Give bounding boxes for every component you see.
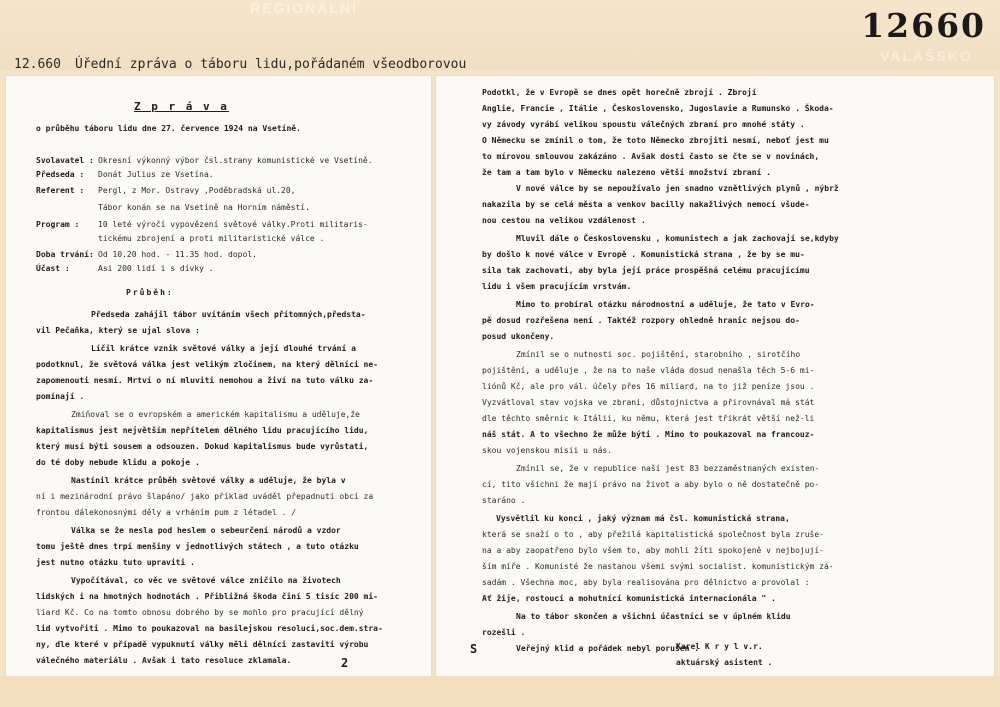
field-label-svolavatel: Svolavatel :: [36, 156, 94, 165]
archive-id: 12.660: [14, 57, 61, 72]
page-marker: S: [470, 642, 478, 656]
body-line: Zmínil se o nutnosti soc. pojištění, starobního , sirotčího: [516, 350, 801, 359]
body-line: posud ukončeny.: [482, 332, 555, 341]
body-line: liard Kč. Co na tomto obnosu dobrého by se mohlo pro pracující dělný: [36, 608, 364, 617]
watermark-regional: REGIONÁLNÍ: [250, 0, 358, 16]
body-line: která se snaží o to , aby přežilá kapitalistická společnost byla zruše-: [482, 530, 824, 539]
body-line: náš stát. A to všechno že může býti . Mimo to poukazoval na francouz-: [482, 430, 815, 439]
body-line: V nové válce by se nepoužívalo jen snadno vznětlivých plynů , nýbrž: [516, 184, 839, 193]
body-line: sila tak zachovati, aby byla její práce prospěšná celému pracujícímu: [482, 266, 810, 275]
body-line: válečného materiálu . Avšak i tato resoluce zklamala.: [36, 656, 292, 665]
body-line: ším míře . Komunisté že nastanou všemi svými socialist. komunistickým zá-: [482, 562, 834, 571]
field-label-ucast: Účast :: [36, 264, 70, 273]
body-line: Nastínil krátce průběh světové války a uděluje, že byla v: [71, 476, 346, 485]
field-label-referent: Referent :: [36, 186, 85, 195]
document-page-right: [436, 76, 994, 676]
body-line: rozešli .: [482, 628, 526, 637]
caption-line-1: Úřední zpráva o táboru lidu,pořádaném všeodborovou: [74, 57, 467, 72]
document-title: Z p r á v a: [134, 100, 229, 113]
body-line: by došlo k nové válce v Evropě . Komunistická strana , že by se mu-: [482, 250, 805, 259]
field-label-doba: Doba trvání:: [36, 250, 94, 259]
body-line: vy závody vyrábí velikou spoustu válečných zbraní pro mnohé státy .: [482, 120, 805, 129]
body-line: cí, tito všichni že mají právo na život a aby bylo o ně dostatečně po-: [482, 480, 820, 489]
field-value-ucast: Asi 200 lidí i s dívky .: [98, 264, 214, 273]
body-line: lidu i všem pracujícím vrstvám.: [482, 282, 632, 291]
body-line: Mimo to probíral otázku národnostní a uděluje, že tato v Evro-: [516, 300, 815, 309]
section-heading: Průběh:: [126, 288, 174, 297]
body-line: Na to tábor skončen a všichni účastníci se v úplném klidu: [516, 612, 791, 621]
body-line: staráno .: [482, 496, 526, 505]
body-line: ní i mezinárodní právo šlapáno/ jako příklad uváděl přepadnutí obcí za: [36, 492, 374, 501]
body-line: lidských i na hmotných hodnotách . Přibližná škoda činí 5 tisíc 200 mi-: [36, 592, 378, 601]
body-line: Podotkl, že v Evropě se dnes opět horečně zbrojí . Zbrojí: [482, 88, 757, 97]
body-line: kapitalismus jest největším nepřítelem dělného lidu pracujícího lidu,: [36, 426, 369, 435]
body-line: Líčil krátce vznik světové války a její dlouhé trvání a: [91, 344, 356, 353]
field-value-svolavatel: Okresní výkonný výbor čsl.strany komunistické ve Vsetíně.: [98, 156, 373, 165]
body-line: nakazila by se celá města a venkov bacilly nakažlivých nemocí všude-: [482, 200, 810, 209]
archive-number-stamp: 12660: [861, 6, 986, 45]
body-line: Vypočítával, co věc ve světové válce zničilo na životech: [71, 576, 341, 585]
field-value-doba: Od 10.20 hod. - 11.35 hod. dopol.: [98, 250, 257, 259]
body-line: podotknul, že světová válka jest velikým zločinem, na který dělníci ne-: [36, 360, 378, 369]
signature-name: Karel K r y l v.r.: [676, 642, 763, 651]
document-page-left: [6, 76, 431, 676]
body-line: Zmiňoval se o evropském a americkém kapitalismu a uděluje,že: [71, 410, 360, 419]
body-line: nou cestou na velikou vzdálenost .: [482, 216, 646, 225]
body-line: tomu ještě dnes trpí menšiny v jednotlivých státech , a tuto otázku: [36, 542, 359, 551]
signature-title: aktuárský asistent .: [676, 658, 773, 667]
body-line: dle těchto směrnic k Itálii, ku němu, která jest třikrát větší než-li: [482, 414, 815, 423]
body-line: pomínají .: [36, 392, 85, 401]
body-line: Předseda zahájil tábor uvítáním všech přítomných,předsta-: [91, 310, 366, 319]
bottom-band: [0, 676, 1000, 707]
body-line: Válka se že nesla pod heslem o sebeurčení národů a vzdor: [71, 526, 341, 535]
body-line: ny, dle které v případě vypuknutí války měli dělníci zastaviti výrobu: [36, 640, 369, 649]
body-line: pě dosud rozřešena není . Taktéž rozpory ohledně hranic nejsou do-: [482, 316, 800, 325]
field-value-misto: Tábor konán se na Vsetíně na Horním náměstí.: [98, 203, 310, 212]
body-line: na a aby zaopatřeno bylo všem to, aby mohli žíti spokojeně v nejbojují-: [482, 546, 824, 555]
body-line: Anglie, Francie , Itálie , Československo, Jugoslavie a Rumunsko . Škoda-: [482, 104, 834, 113]
body-line: to mírovou smlouvou zakázáno . Avšak dosti často se čte se v novinách,: [482, 152, 820, 161]
body-line: Vysvětlil ku konci , jaký význam má čsl. komunistická strana,: [496, 514, 790, 523]
field-label-program: Program :: [36, 220, 80, 229]
body-line: že tam a tam bylo v Německu nalezeno větší množství zbraní .: [482, 168, 771, 177]
watermark-valassko: VALAŠSKO: [880, 48, 973, 64]
field-value-program: 10 leté výročí vypovězení světové války.Proti militaris-: [98, 220, 368, 229]
body-line: liónů Kč, ale pro vál. účely přes 16 miliard, na to již peníze jsou .: [482, 382, 815, 391]
field-label-predseda: Předseda :: [36, 170, 85, 179]
body-line: frontou dálekonosnými děly a vrháním pum z létadel . /: [36, 508, 297, 517]
body-line: lid vytvořiti . Mimo to poukazoval na basilejskou resoluci,soc.dem.stra-: [36, 624, 383, 633]
field-value-predseda: Donát Julius ze Vsetína.: [98, 170, 214, 179]
field-value-referent: Pergl, z Mor. Ostravy ,Poděbradská ul.20,: [98, 186, 296, 195]
field-value-program-cont: tickému zbrojení a proti militaristické válce .: [98, 234, 325, 243]
body-line: Ať žije, rostoucí a mohutnící komunistická internacionála " .: [482, 594, 776, 603]
body-line: O Německu se zmínil o tom, že toto Německo zbrojiti nesmí, neboť jest mu: [482, 136, 829, 145]
body-line: pojištění, a uděluje , že na to naše vláda dosud nenašla těch 5-6 mi-: [482, 366, 815, 375]
page-number: 2: [341, 656, 349, 670]
body-line: sadám . Všechna moc, aby byla realisována pro dělnictvo a provolal :: [482, 578, 810, 587]
body-line: Veřejný klid a pořádek nebyl porušen .: [516, 644, 700, 653]
body-line: Mluvil dále o Československu , komunistech a jak zachovají se,kdyby: [516, 234, 839, 243]
body-line: zapomenouti nesmí. Mrtví o ní mluviti nemohou a živí na tuto válku za-: [36, 376, 374, 385]
document-subtitle: o průběhu táboru lidu dne 27. července 1924 na Vsetíně.: [36, 124, 301, 133]
body-line: který musí býti sousem a odsouzen. Dokud kapitalismus bude vyrůstati,: [36, 442, 369, 451]
body-line: Zmínil se, že v republice naší jest 83 bezzaměstnaných existen-: [516, 464, 820, 473]
body-line: Vyzvátloval stav vojska ve zbrani, důstojnictva a přirovnával má stát: [482, 398, 815, 407]
body-line: jest nutno otázku tuto upraviti .: [36, 558, 195, 567]
body-line: vil Pečaňka, který se ujal slova :: [36, 326, 200, 335]
body-line: skou vojenskou misii u nás.: [482, 446, 613, 455]
body-line: do té doby nebude klidu a pokoje .: [36, 458, 200, 467]
